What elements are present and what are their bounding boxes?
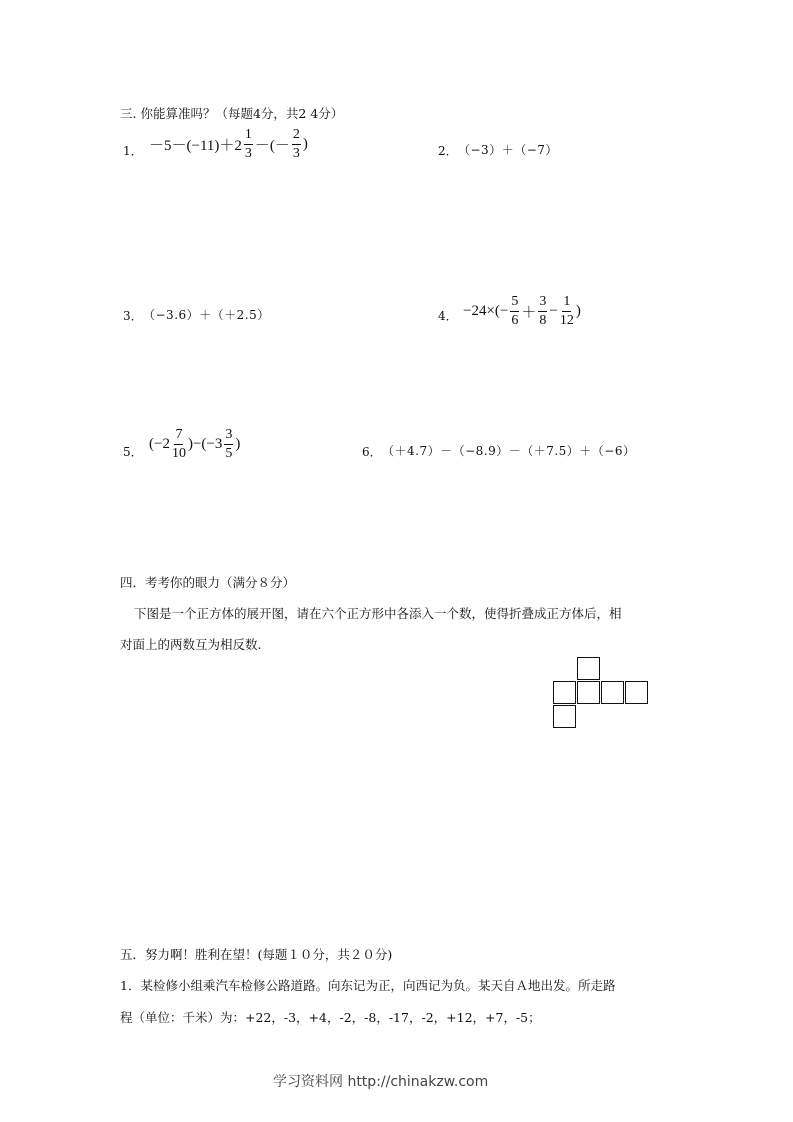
problem-2-number: 2．	[438, 144, 458, 158]
section5-title: 五．努力啊！胜利在望！(每题１０分，共２０分)	[120, 947, 393, 962]
fraction-numerator: 1	[562, 295, 571, 312]
section5-problem-1-line-1: 1．某检修小组乘汽车检修公路道路。向东记为正，向西记为负。某天自Ａ地出发。所走路	[120, 978, 616, 993]
problem-4-part-a: −24×(−	[463, 303, 509, 319]
fraction-numerator: 3	[224, 428, 233, 445]
problem-4-part-b: ＋	[521, 305, 537, 321]
fraction-denominator: 12	[559, 313, 574, 328]
fraction-denominator: 5	[225, 446, 233, 461]
problem-5-part-a: (−2	[149, 436, 170, 452]
problem-5-part-b: )−(−3	[187, 436, 223, 452]
problem-1-part-a: －5－(−11)＋2	[149, 138, 242, 154]
problem-4-fraction-2	[538, 295, 547, 328]
problem-4-part-d: )	[575, 303, 581, 319]
problem-5-number: 5．	[123, 445, 143, 459]
cube-net-square	[577, 657, 600, 680]
problem-5-fraction-2	[224, 428, 233, 461]
fraction-denominator: 6	[511, 313, 519, 328]
fraction-denominator: 3	[292, 146, 300, 161]
fraction-denominator: 8	[539, 313, 547, 328]
cube-net-square	[601, 681, 624, 704]
problem-1-fraction-1	[244, 128, 253, 161]
cube-net-square	[625, 681, 648, 704]
problem-5-part-c: )	[235, 436, 241, 452]
fraction-numerator: 2	[292, 128, 301, 145]
problem-5-fraction-1	[172, 428, 186, 461]
section4-paragraph-line-1: 下图是一个正方体的展开图，请在六个正方形中各添入一个数，使得折叠成正方体后，相	[134, 606, 622, 621]
cube-net-square	[553, 681, 576, 704]
footer-watermark: 学习资料网 http://chinakzw.com	[273, 1074, 489, 1090]
section3-title: 三. 你能算准吗？（每题4分，共2 4分）	[120, 106, 344, 121]
problem-3-expression: （−3.6）＋（＋2.5）	[143, 308, 270, 322]
problem-4-fraction-1	[510, 295, 519, 328]
fraction-numerator: 1	[244, 128, 253, 145]
fraction-denominator: 10	[171, 446, 186, 461]
section4-title: 四．考考你的眼力（满分８分）	[120, 575, 296, 590]
section4-paragraph-line-2: 对面上的两数互为相反数.	[120, 637, 262, 652]
fraction-denominator: 3	[244, 146, 252, 161]
problem-3-number: 3．	[123, 309, 143, 323]
problem-1-number: 1．	[123, 144, 143, 158]
problem-4-part-c: −	[549, 303, 558, 319]
problem-4-number: 4．	[438, 309, 458, 323]
problem-4-fraction-3	[560, 295, 574, 328]
fraction-numerator: 7	[174, 428, 183, 445]
problem-2-expression: （−3）＋（−7）	[458, 143, 558, 157]
problem-1-fraction-2	[292, 128, 301, 161]
problem-1-part-c: )	[302, 136, 308, 152]
problem-6-expression: （＋4.7）－（−8.9）－（＋7.5）＋（−6）	[382, 444, 636, 458]
section5-problem-1-line-2: 程（单位：千米）为：+22，-3，+4，-2，-8，-17，-2，+12，+7，-5；	[120, 1010, 541, 1025]
cube-net-square	[553, 705, 576, 728]
problem-1-expression	[148, 128, 309, 161]
problem-1-part-b: －(－	[254, 138, 290, 154]
fraction-numerator: 5	[510, 295, 519, 312]
problem-6-number: 6．	[362, 445, 382, 459]
problem-4-expression	[462, 295, 582, 328]
problem-5-expression	[148, 428, 241, 461]
fraction-numerator: 3	[538, 295, 547, 312]
cube-net-square	[577, 681, 600, 704]
